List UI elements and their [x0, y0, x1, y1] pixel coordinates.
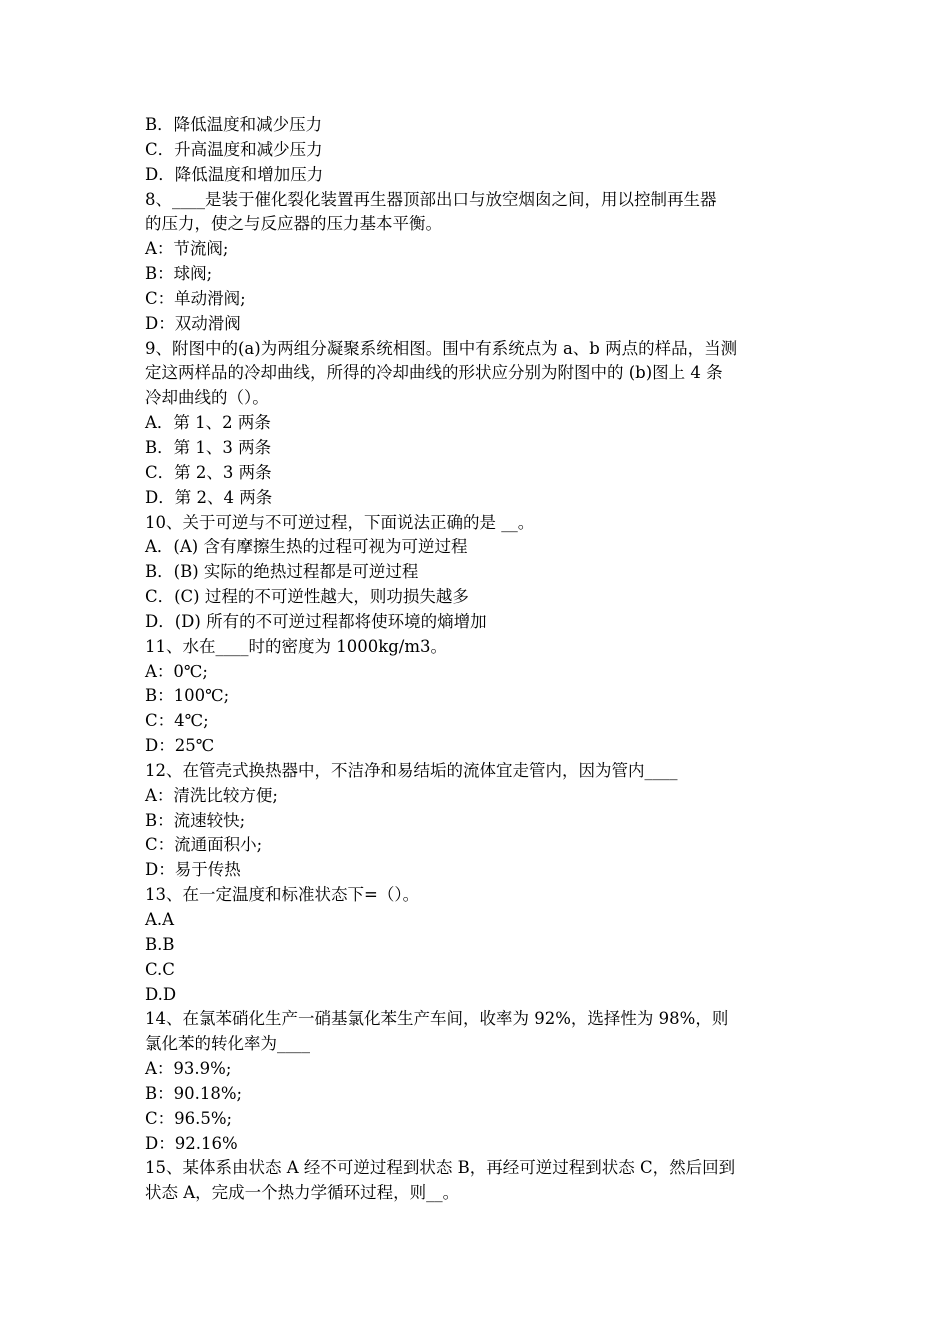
option-b-q11: B：100℃;: [145, 686, 230, 706]
option-b-q8: B：球阀;: [145, 264, 213, 284]
option-d-q9: D．第 2、4 两条: [145, 487, 273, 507]
option-c-q13: C.C: [145, 959, 175, 979]
option-d-q10: D．(D) 所有的不可逆过程都将使环境的熵增加: [145, 611, 487, 631]
option-a-q13: A.A: [145, 910, 175, 929]
question-11: 11、水在____时的密度为 1000kg/m3。: [145, 636, 447, 656]
option-d-q7: D．降低温度和增加压力: [145, 164, 324, 184]
option-b-q12: B：流速较快;: [145, 810, 246, 830]
document-page: [145, 113, 810, 1206]
question-10: 10、关于可逆与不可逆过程，下面说法正确的是 __。: [145, 512, 535, 532]
option-a-q9: A．第 1、2 两条: [145, 413, 271, 433]
option-c-q8: C：单动滑阀;: [145, 288, 246, 308]
option-a-q12: A：清洗比较方便;: [145, 785, 278, 805]
option-c-q12: C：流通面积小;: [145, 835, 263, 855]
option-b-q13: B.B: [145, 934, 175, 954]
question-8-line-2: 的压力，使之与反应器的压力基本平衡。: [145, 214, 442, 234]
option-d-q13: D.D: [145, 984, 177, 1004]
option-d-q14: D：92.16%: [145, 1133, 238, 1153]
option-a-q11: A：0℃;: [145, 661, 208, 681]
option-c-q7: C．升高温度和减少压力: [145, 139, 323, 159]
option-d-q8: D：双动滑阀: [145, 313, 241, 333]
question-9-line-2: 定这两样品的冷却曲线，所得的冷却曲线的形状应分别为附图中的 (b)图上 4 条: [145, 363, 723, 383]
option-a-q14: A：93.9%;: [145, 1059, 232, 1079]
option-c-q14: C：96.5%;: [145, 1108, 233, 1128]
option-b-q9: B．第 1、3 两条: [145, 437, 272, 457]
question-8-line-1: 8、____是装于催化裂化装置再生器顶部出口与放空烟囱之间，用以控制再生器: [145, 189, 717, 209]
option-b-q14: B：90.18%;: [145, 1083, 243, 1103]
question-13: 13、在一定温度和标准状态下=（）。: [145, 885, 420, 905]
option-b-q7: B．降低温度和减少压力: [145, 115, 323, 134]
question-15-line-1: 15、某体系由状态 A 经不可逆过程到状态 B，再经可逆过程到状态 C，然后回到: [145, 1158, 736, 1178]
option-d-q12: D：易于传热: [145, 860, 241, 880]
question-14-line-2: 氯化苯的转化率为____: [145, 1034, 310, 1054]
option-c-q10: C．(C) 过程的不可逆性越大，则功损失越多: [145, 587, 469, 607]
option-b-q10: B．(B) 实际的绝热过程都是可逆过程: [145, 562, 419, 582]
option-c-q11: C：4℃;: [145, 711, 209, 731]
question-12: 12、在管壳式换热器中，不洁净和易结垢的流体宜走管内，因为管内____: [145, 760, 678, 780]
option-a-q8: A：节流阀;: [145, 239, 229, 259]
question-9-line-1: 9、附图中的(a)为两组分凝聚系统相图。围中有系统点为 a、b 两点的样品，当测: [145, 338, 738, 358]
question-9-line-3: 冷却曲线的（）。: [145, 388, 269, 408]
question-15-line-2: 状态 A，完成一个热力学循环过程，则__。: [145, 1183, 460, 1203]
question-14-line-1: 14、在氯苯硝化生产一硝基氯化苯生产车间，收率为 92%，选择性为 98%，则: [145, 1009, 729, 1029]
option-a-q10: A．(A) 含有摩擦生热的过程可视为可逆过程: [145, 537, 468, 557]
option-c-q9: C．第 2、3 两条: [145, 462, 272, 482]
option-d-q11: D：25℃: [145, 736, 215, 756]
